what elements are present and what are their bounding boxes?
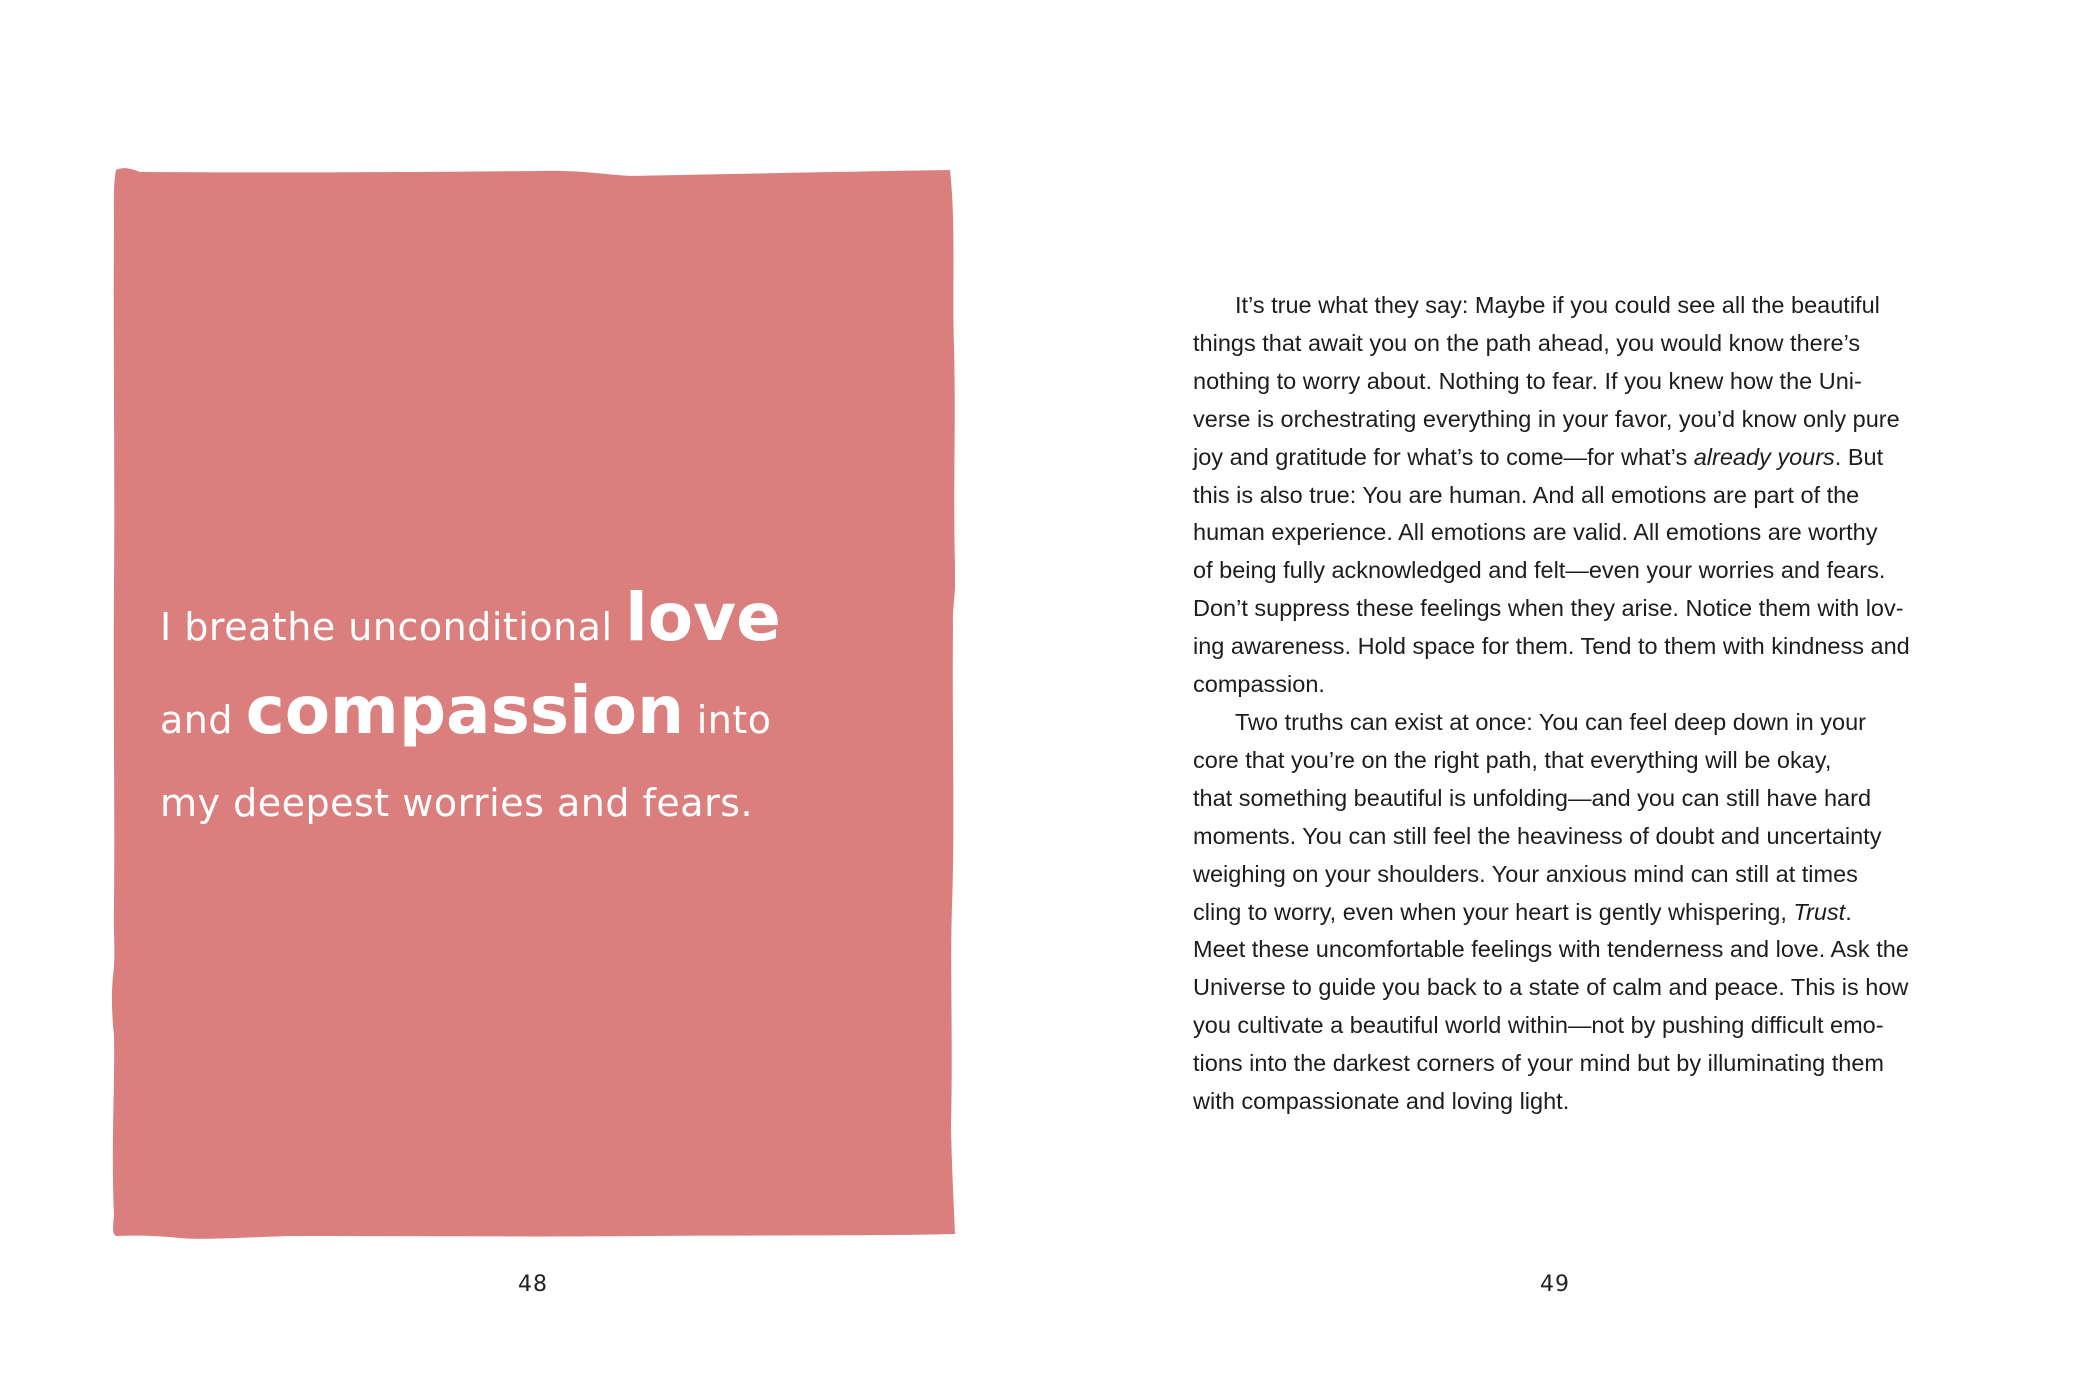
quote-line-2-text: and xyxy=(160,698,246,742)
body-line xyxy=(1193,894,1963,932)
body-line: compassion. xyxy=(1193,671,1325,698)
body-line: with compassionate and loving light. xyxy=(1193,1088,1570,1115)
quote-line-1 xyxy=(160,576,920,669)
body-line-text: joy and gratitude for what’s to come—for what’s xyxy=(1193,443,1694,470)
quote-line-2 xyxy=(160,669,920,762)
body-line: things that await you on the path ahead, you would know there’s xyxy=(1193,329,1861,356)
body-line: this is also true: You are human. And all emotions are part of the xyxy=(1193,481,1860,508)
body-line: Meet these uncomfortable feelings with tenderness and love. Ask the xyxy=(1193,936,1909,963)
body-line: Don’t suppress these feelings when they arise. Notice them with lov- xyxy=(1193,595,1904,622)
quote-text xyxy=(160,576,920,845)
body-line: of being fully acknowledged and felt—even your worries and fears. xyxy=(1193,557,1886,584)
body-line-text: . xyxy=(1845,898,1852,925)
body-line: ing awareness. Hold space for them. Tend to them with kindness and xyxy=(1193,633,1910,660)
body-line xyxy=(1193,439,1963,477)
body-line: you cultivate a beautiful world within—not by pushing difficult emo- xyxy=(1193,1012,1884,1039)
body-text xyxy=(1193,287,1963,1121)
body-line: weighing on your shoulders. Your anxious mind can still at times xyxy=(1193,860,1858,887)
body-line: tions into the darkest corners of your mind but by illuminating them xyxy=(1193,1050,1884,1077)
quote-panel xyxy=(110,166,955,1240)
quote-emphasis-compassion: compassion xyxy=(245,672,685,749)
body-line: nothing to worry about. Nothing to fear. If you knew how the Uni- xyxy=(1193,367,1862,394)
quote-line-3: my deepest worries and fears. xyxy=(160,781,754,825)
body-line: verse is orchestrating everything in your favor, you’d know only pure xyxy=(1193,405,1900,432)
body-line-italic: Trust xyxy=(1793,898,1846,925)
body-line-text: . But xyxy=(1834,443,1884,470)
quote-emphasis-love: love xyxy=(625,579,781,656)
page-number-left: 48 xyxy=(518,1272,548,1297)
body-line-text: cling to worry, even when your heart is gently whispering, xyxy=(1193,898,1794,925)
body-line: Universe to guide you back to a state of calm and peace. This is how xyxy=(1193,974,1909,1001)
body-line-italic: already yours xyxy=(1693,443,1835,470)
body-line: core that you’re on the right path, that everything will be okay, xyxy=(1193,746,1832,773)
page-number-right: 49 xyxy=(1540,1272,1570,1297)
body-line: moments. You can still feel the heaviness of doubt and uncertainty xyxy=(1193,822,1882,849)
body-line: that something beautiful is unfolding—and you can still have hard xyxy=(1193,784,1872,811)
body-line: It’s true what they say: Maybe if you could see all the beautiful xyxy=(1235,292,1880,318)
body-line: Two truths can exist at once: You can feel deep down in your xyxy=(1235,708,1866,735)
quote-line-2-after: into xyxy=(684,698,772,742)
body-line: human experience. All emotions are valid. All emotions are worthy xyxy=(1193,519,1878,546)
quote-line-1-text: I breathe unconditional xyxy=(160,605,626,649)
